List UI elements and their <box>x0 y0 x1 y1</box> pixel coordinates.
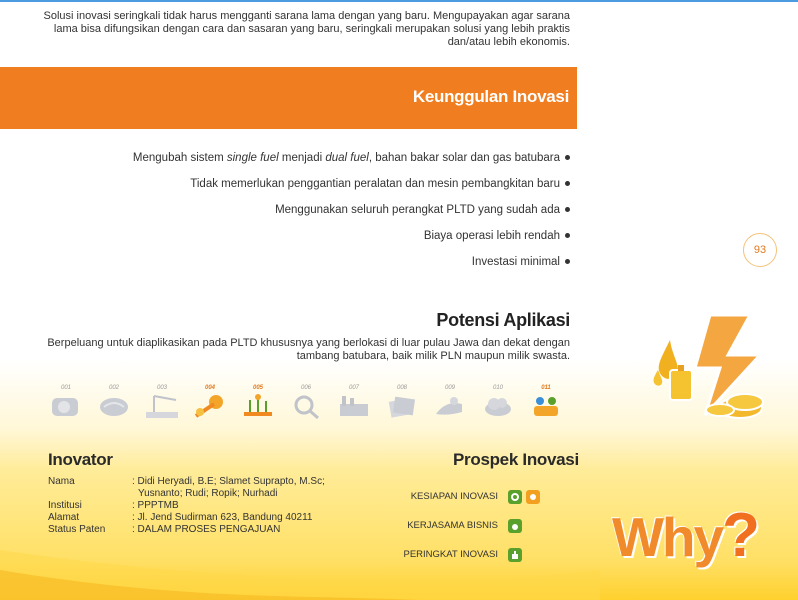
advantage-item <box>70 228 570 254</box>
category-icon-004 <box>190 384 230 424</box>
advantage-text: menjadi <box>278 152 326 164</box>
category-icon-007 <box>334 384 374 424</box>
info-row-status <box>48 524 352 536</box>
money-bag-icon <box>508 519 522 533</box>
advantage-text: , bahan bakar solar dan gas batubara <box>368 152 560 164</box>
icon-number: 001 <box>60 385 71 391</box>
category-icon-006 <box>286 384 326 424</box>
category-icon-002 <box>94 384 134 424</box>
info-value: : Jl. Jend Sudirman 623, Bandung 40211 <box>132 512 313 523</box>
advantage-em: single fuel <box>226 152 279 164</box>
factory-icon <box>336 392 372 420</box>
info-row-alamat <box>48 512 352 524</box>
bullet-icon <box>565 181 570 186</box>
info-label-empty <box>48 488 132 500</box>
prospek-label: KESIAPAN INOVASI <box>410 491 498 502</box>
advantage-item <box>70 202 570 228</box>
hand-icon <box>432 392 468 420</box>
crane-icon <box>144 392 180 420</box>
cloud-icon <box>480 392 516 420</box>
info-row-nama <box>48 476 352 488</box>
advantage-text: Biaya operasi lebih rendah <box>423 230 560 242</box>
prospek-label: PERINGKAT INOVASI <box>403 549 498 560</box>
advantage-text: Mengubah sistem <box>132 152 227 164</box>
brain-icon <box>96 392 132 420</box>
documents-icon <box>384 392 420 420</box>
info-label: Status Paten <box>48 524 106 535</box>
icon-number: 007 <box>348 385 359 391</box>
icon-number: 004 <box>204 385 215 391</box>
advantage-item <box>70 150 570 176</box>
advantage-item <box>70 176 570 202</box>
info-row-nama-cont <box>48 488 352 500</box>
category-icon-001 <box>46 384 86 424</box>
section-band <box>0 67 577 129</box>
bullet-icon <box>565 155 570 160</box>
prospek-row-kesiapan <box>398 482 544 511</box>
section-title-potensi: Potensi Aplikasi <box>436 310 570 330</box>
advantage-text: Investasi minimal <box>471 256 560 268</box>
innovation-category-icons <box>46 384 576 424</box>
icon-number: 002 <box>108 385 119 391</box>
info-label: Institusi <box>48 500 82 511</box>
why-logo <box>612 500 758 571</box>
icon-number: 009 <box>444 385 455 391</box>
energy-icon <box>192 392 228 420</box>
section-title-keunggulan: Keunggulan Inovasi <box>412 87 569 106</box>
why-question-mark: ? <box>722 501 758 570</box>
bullet-icon <box>565 207 570 212</box>
advantages-list <box>70 150 570 280</box>
section-title-inovator: Inovator <box>48 450 113 469</box>
machine-icon <box>48 392 84 420</box>
category-icon-008 <box>382 384 422 424</box>
info-value: : PPPTMB <box>132 500 179 511</box>
icon-number: 006 <box>300 385 311 391</box>
advantage-text: Menggunakan seluruh perangkat PLTD yang sudah ada <box>275 204 560 216</box>
category-icon-005 <box>238 384 278 424</box>
plant-icon <box>240 392 276 420</box>
prospek-row-kerjasama <box>398 511 544 540</box>
top-border <box>0 0 798 2</box>
info-label: Nama <box>48 476 75 487</box>
info-value: Yusnanto; Rudi; Ropik; Nurhadi <box>138 488 278 499</box>
intro-paragraph: Solusi inovasi seringkali tidak harus mengganti sarana lama dengan yang baru. Mengupayakan agar sarana lama bisa difungsikan dengan cara dan sasaran yang baru, seringkali merupakan solusi yang lebih praktis dan/atau lebih ekonomis. <box>43 10 570 48</box>
inovator-info <box>48 476 352 536</box>
icon-number: 008 <box>396 385 407 391</box>
why-text: Why <box>612 506 723 568</box>
icon-number: 003 <box>156 385 167 391</box>
advantage-item <box>70 254 570 280</box>
info-value: : DALAM PROSES PENGAJUAN <box>132 524 281 535</box>
advantage-em: dual fuel <box>325 152 369 164</box>
category-icon-010 <box>478 384 518 424</box>
people-icon <box>528 392 564 420</box>
advantage-text: Tidak memerlukan penggantian peralatan dan mesin pembangkitan baru <box>190 178 560 190</box>
icon-number: 010 <box>492 385 503 391</box>
magnifier-icon <box>288 392 324 420</box>
bullet-icon <box>565 259 570 264</box>
category-icon-003 <box>142 384 182 424</box>
info-row-institusi <box>48 500 352 512</box>
prospek-label: KERJASAMA BISNIS <box>407 520 498 531</box>
category-icon-009 <box>430 384 470 424</box>
category-icon-011 <box>526 384 566 424</box>
potensi-paragraph: Berpeluang untuk diaplikasikan pada PLTD khususnya yang berlokasi di luar pulau Jawa dan dekat dengan tambang batubara, baik milik PLN maupun milik swasta. <box>47 337 570 362</box>
gear-icon <box>508 490 522 504</box>
info-value: : Didi Heryadi, B.E; Slamet Suprapto, M.Sc; <box>132 476 325 487</box>
info-label: Alamat <box>48 512 80 523</box>
section-title-prospek: Prospek Inovasi <box>453 450 579 469</box>
sun-icon <box>526 490 540 504</box>
fuel-illustration-icon <box>650 310 770 430</box>
bullet-icon <box>565 233 570 238</box>
page-number: 93 <box>743 233 777 267</box>
icon-number: 005 <box>252 385 263 391</box>
icon-number: 011 <box>541 385 551 391</box>
